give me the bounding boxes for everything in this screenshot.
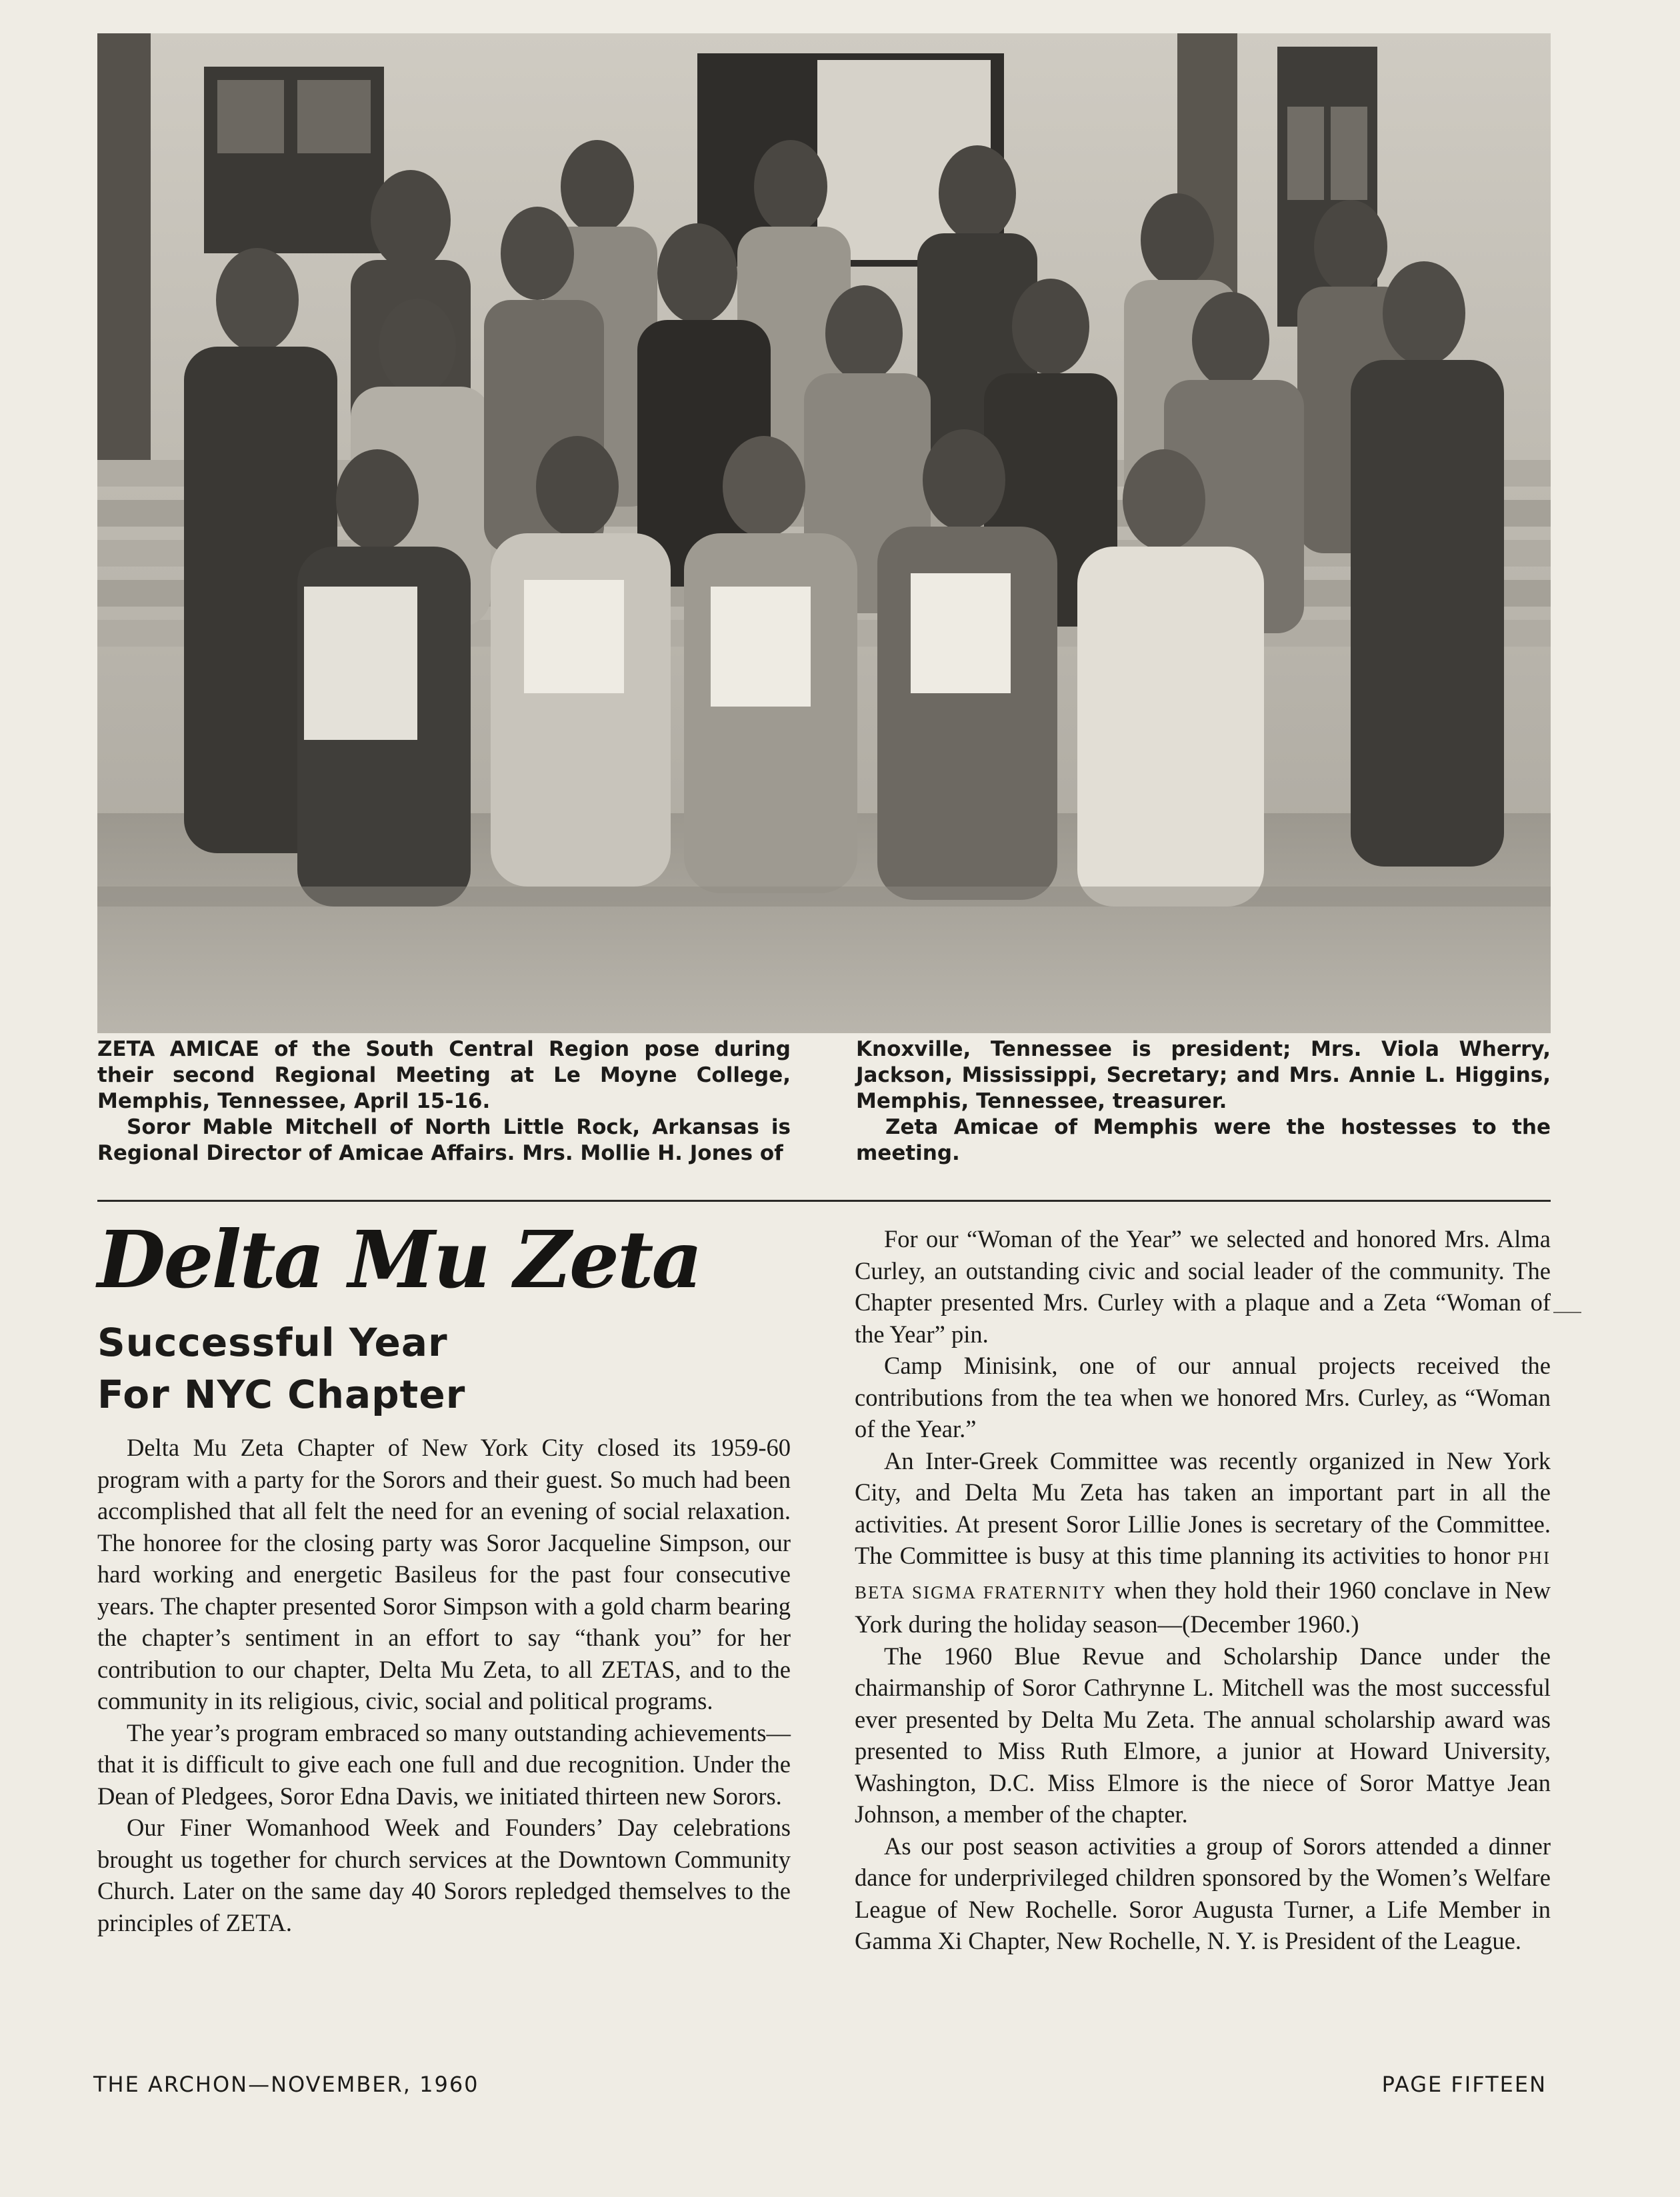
article-subtitle: [97, 1316, 764, 1420]
article-column-left: [97, 1432, 791, 1938]
photo-caption-left: [97, 1037, 791, 1166]
article-paragraph: For our “Woman of the Year” we selected and honored Mrs. Alma Curley, an outstanding civic and social leader of the community. The Chapter presented Mrs. Curley with a plaque and a Zeta “Woman of the Year” pin.: [855, 1225, 1551, 1348]
caption-paragraph: ZETA AMICAE of the South Central Region pose during their second Regional Meeting at Le Moyne College, Memphis, Tennessee, April 15-16.: [97, 1037, 791, 1113]
article-subtitle-line: For NYC Chapter: [97, 1372, 466, 1417]
article-paragraph: Camp Minisink, one of our annual projects received the contributions from the tea when we honored Mrs. Curley, as “Woman of the Year.”: [855, 1352, 1551, 1442]
article-paragraph: As our post season activities a group of Sorors attended a dinner dance for underprivileged children sponsored by the Women’s Welfare League of New Rochelle. Soror Augusta Turner, a Life Member in Gamma Xi Chapter, New Rochelle, N. Y. is President of the League.: [855, 1832, 1551, 1954]
margin-mark: [1553, 1312, 1581, 1313]
footer-publication: THE ARCHON—NOVEMBER, 1960: [93, 2072, 479, 2097]
article-column-right: [855, 1223, 1551, 1957]
article-paragraph: The year’s program embraced so many outstanding achievements—that it is difficult to give each one full and due recognition. Under the Dean of Pledgees, Soror Edna Davis, we initiated thirteen new Sorors.: [97, 1718, 791, 1810]
section-divider: [97, 1200, 1551, 1202]
paragraph-text: when they hold their 1960 conclave in New York during the holiday season—(December 1960.): [855, 1576, 1551, 1638]
article-paragraph: Our Finer Womanhood Week and Founders’ Day celebrations brought us together for church services at the Downtown Community Church. Later on the same day 40 Sorors repledged themselves to the principles of ZETA.: [97, 1814, 791, 1936]
caption-paragraph: Zeta Amicae of Memphis were the hostesses to the meeting.: [856, 1115, 1551, 1165]
article-paragraph: The 1960 Blue Revue and Scholarship Dance under the chairmanship of Soror Cathrynne L. Mitchell was the most successful ever presented by Delta Mu Zeta. The annual scholarship award was presented to Miss Ruth Elmore, a junior at Howard University, Washington, D.C. Miss Elmore is the niece of Soror Mattye Jean Johnson, a member of the chapter.: [855, 1642, 1551, 1828]
group-photo-image: [97, 33, 1551, 1033]
article-title: Delta Mu Zeta: [97, 1213, 701, 1306]
paragraph-text: An Inter-Greek Committee was recently organized in New York City, and Delta Mu Zeta has taken an important part in all the activities. At present Soror Lillie Jones is secretary of the Committee. The Committee is busy at this time planning its activities to honor: [855, 1446, 1551, 1569]
article-paragraph: Delta Mu Zeta Chapter of New York City closed its 1959-60 program with a party for the Sorors and their guest. So much had been accomplished that all felt the need for an evening of social relaxation. The honoree for the closing party was Soror Jacqueline Simpson, our hard working and energetic Basileus for the past four consecutive years. The chapter presented Soror Simpson with a gold charm bearing the chapter’s sentiment in an effort to say “thank you” for her contribution to our chapter, Delta Mu Zeta, to all ZETAS, and to the community in its religious, civic, social and political programs.: [97, 1434, 791, 1714]
group-photo: [97, 33, 1551, 1033]
article-subtitle-line: Successful Year: [97, 1320, 448, 1365]
article-paragraph: [855, 1445, 1551, 1640]
fraternity-name: PHI BETA SIGMA FRATERNITY: [855, 1548, 1551, 1602]
photo-caption-right: [856, 1037, 1551, 1166]
footer-page-number: PAGE FIFTEEN: [1381, 2072, 1547, 2097]
caption-paragraph: Soror Mable Mitchell of North Little Rock, Arkansas is Regional Director of Amicae Affairs. Mrs. Mollie H. Jones of: [97, 1115, 791, 1165]
caption-paragraph: Knoxville, Tennessee is president; Mrs. Viola Wherry, Jackson, Mississippi, Secretary; and Mrs. Annie L. Higgins, Memphis, Tennessee, treasurer.: [856, 1037, 1551, 1113]
